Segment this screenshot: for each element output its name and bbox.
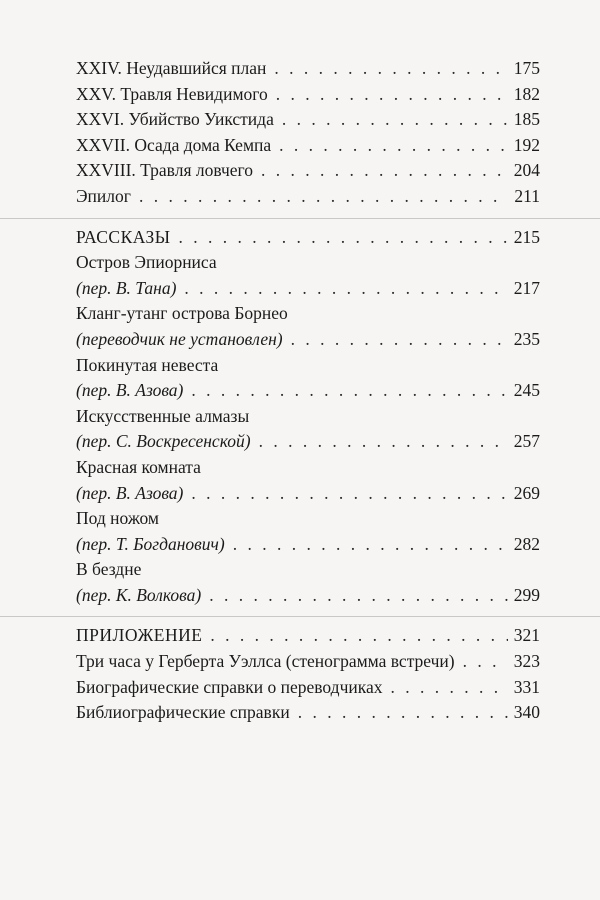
toc-page-number: 235 <box>513 328 540 349</box>
dot-leader <box>179 225 508 251</box>
toc-entry <box>0 184 600 210</box>
dot-leader <box>209 583 508 609</box>
toc-page-number: 245 <box>513 380 540 401</box>
toc-entry-title: (пер. В. Азова) <box>76 380 184 401</box>
dot-leader <box>191 378 507 404</box>
toc-page-number: 204 <box>513 160 540 181</box>
toc-entry <box>0 455 600 481</box>
toc-entry-title: XXV. Травля Невидимого <box>76 83 268 104</box>
dot-leader <box>259 429 508 455</box>
toc-entry-title: XXVI. Убийство Уикстида <box>76 109 274 130</box>
toc-entry <box>0 107 600 133</box>
toc-entry-title: Покинутая невеста <box>76 354 219 375</box>
dot-leader <box>276 82 508 108</box>
toc-entry <box>0 301 600 327</box>
table-of-contents <box>0 56 600 726</box>
toc-page-number: 211 <box>514 185 540 206</box>
toc-page-number: 340 <box>513 702 540 723</box>
dot-leader <box>261 158 508 184</box>
toc-entry-title: XXVII. Осада дома Кемпа <box>76 134 272 155</box>
toc-entry-title: (пер. В. Тана) <box>76 277 177 298</box>
toc-entry-title: Искусственные алмазы <box>76 405 250 426</box>
toc-entry <box>0 429 600 455</box>
dot-leader <box>463 649 508 675</box>
toc-page-number: 299 <box>513 584 540 605</box>
dot-leader <box>279 133 508 159</box>
toc-entry <box>0 616 600 649</box>
toc-page-number: 215 <box>513 226 540 247</box>
toc-page-number: 257 <box>513 431 540 452</box>
toc-page-number: 321 <box>513 625 540 646</box>
dot-leader <box>139 184 508 210</box>
dot-leader <box>391 675 508 701</box>
dot-leader <box>282 107 508 133</box>
toc-entry <box>0 649 600 675</box>
toc-entry-title: (пер. В. Азова) <box>76 482 184 503</box>
toc-entry-title: Кланг-утанг острова Борнео <box>76 303 288 324</box>
toc-entry-title: Биографические справки о переводчиках <box>76 676 383 697</box>
dot-leader <box>233 532 508 558</box>
dot-leader <box>298 700 508 726</box>
toc-entry-title: Под ножом <box>76 508 159 529</box>
toc-entry <box>0 327 600 353</box>
toc-entry-title: (пер. Т. Богданович) <box>76 533 225 554</box>
toc-page-number: 192 <box>513 134 540 155</box>
toc-entry-title: (пер. С. Воскресенской) <box>76 431 251 452</box>
toc-entry <box>0 353 600 379</box>
toc-entry-title: (переводчик не установлен) <box>76 328 283 349</box>
toc-page-number: 269 <box>513 482 540 503</box>
toc-entry <box>0 276 600 302</box>
toc-section-title: ПРИЛОЖЕНИЕ <box>76 625 203 646</box>
toc-entry <box>0 404 600 430</box>
toc-entry <box>0 583 600 609</box>
toc-entry-title: В бездне <box>76 559 142 580</box>
toc-entry <box>0 82 600 108</box>
toc-page-number: 175 <box>513 58 540 78</box>
toc-entry-title: XXVIII. Травля ловчего <box>76 160 254 181</box>
toc-entry <box>0 250 600 276</box>
dot-leader <box>191 481 507 507</box>
toc-entry <box>0 218 600 251</box>
toc-page-number: 323 <box>513 651 540 672</box>
toc-entry <box>0 700 600 726</box>
toc-page-number: 282 <box>513 533 540 554</box>
toc-page-number: 331 <box>513 676 540 697</box>
dot-leader <box>274 56 507 82</box>
toc-entry-title: Остров Эпиорниса <box>76 252 217 273</box>
toc-section-title: РАССКАЗЫ <box>76 226 171 247</box>
toc-entry-title: Эпилог <box>76 185 131 206</box>
dot-leader <box>184 276 507 302</box>
toc-entry <box>0 675 600 701</box>
toc-entry <box>0 378 600 404</box>
toc-entry <box>0 158 600 184</box>
toc-entry-title: XXIV. Неудавшийся план <box>76 58 267 78</box>
toc-entry <box>0 557 600 583</box>
toc-entry <box>0 506 600 532</box>
toc-entry-title: Библиографические справки <box>76 702 290 723</box>
toc-entry <box>0 56 600 82</box>
dot-leader <box>291 327 508 353</box>
toc-entry-title: (пер. К. Волкова) <box>76 584 202 605</box>
toc-page-number: 182 <box>513 83 540 104</box>
dot-leader <box>210 623 507 649</box>
toc-entry <box>0 481 600 507</box>
toc-entry <box>0 133 600 159</box>
toc-page-number: 185 <box>513 109 540 130</box>
toc-entry <box>0 532 600 558</box>
toc-page-number: 217 <box>513 277 540 298</box>
toc-entry-title: Красная комната <box>76 456 201 477</box>
toc-entry-title: Три часа у Герберта Уэллса (стенограмма встречи) <box>76 651 455 672</box>
